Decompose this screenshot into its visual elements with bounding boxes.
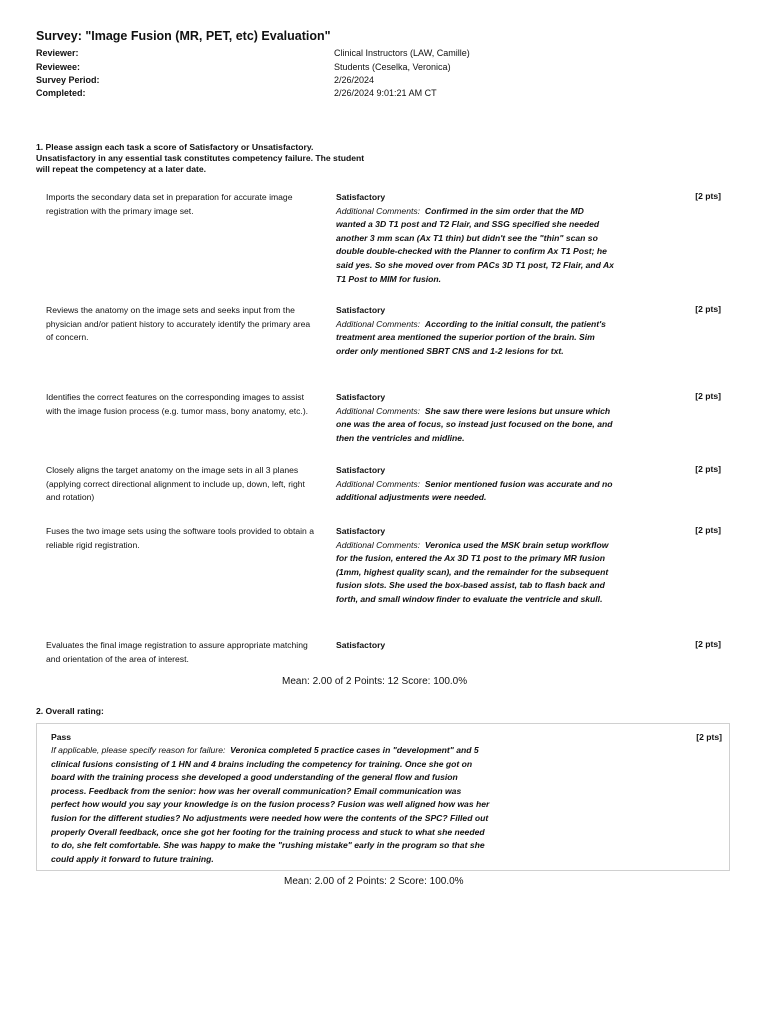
task-description: Reviews the anatomy on the image sets and seeks input from the physician and/or patient history to accurately identify the primary area of concern. [46, 305, 311, 343]
reviewee-label: Reviewee: [36, 62, 81, 72]
task-rating: Satisfactory [336, 192, 386, 202]
question2-label: 2. Overall rating: [36, 706, 104, 716]
task-points: [2 pts] [695, 464, 721, 474]
question1-summary: Mean: 2.00 of 2 Points: 12 Score: 100.0% [282, 676, 468, 687]
question2-summary: Mean: 2.00 of 2 Points: 2 Score: 100.0% [284, 876, 464, 887]
task-rating: Satisfactory [336, 640, 386, 650]
comment-text: Confirmed in the sim order that the MD wanted a 3D T1 post and T2 Flair, and SSG specified she needed another 3 mm scan (Ax T1 thin) but didn't see the "thin" scan so double double-checked with the Planner to confirm Ax T1 Post; he said yes. So she moved over from PACs 3D T1 post, T2 Flair, and Ax T1 Post to MIM for fusion. [336, 205, 614, 284]
task-rating: Satisfactory [336, 526, 386, 536]
comment-label: Additional Comments: [336, 539, 421, 550]
task-result [336, 191, 614, 286]
reviewee-value: Students (Ceselka, Veronica) [334, 62, 451, 72]
task-rating: Satisfactory [336, 392, 386, 402]
comment-label: Additional Comments: [336, 318, 421, 329]
completed-value: 2/26/2024 9:01:21 AM CT [334, 88, 437, 98]
task-points: [2 pts] [695, 639, 721, 649]
reviewer-label: Reviewer: [36, 48, 79, 58]
task-points: [2 pts] [695, 525, 721, 535]
comment-label: Additional Comments: [336, 205, 421, 216]
task-points: [2 pts] [695, 191, 721, 201]
task-result [336, 391, 614, 445]
task-points: [2 pts] [695, 391, 721, 401]
reason-label: If applicable, please specify reason for failure: [51, 745, 226, 755]
comment-text: According to the initial consult, the patient's treatment area mentioned the superior portion of the brain. Sim order only mentioned SBRT CNS and 1-2 lesions for txt. [336, 318, 606, 356]
task-points: [2 pts] [695, 304, 721, 314]
reviewer-value: Clinical Instructors (LAW, Camille) [334, 48, 470, 58]
task-description: Evaluates the final image registration to assure appropriate matching and orientation of the area of interest. [46, 640, 308, 664]
task-description: Fuses the two image sets using the software tools provided to obtain a reliable rigid registration. [46, 526, 314, 550]
task-description: Imports the secondary data set in preparation for accurate image registration with the primary image set. [46, 192, 293, 216]
comment-text: She saw there were lesions but unsure which one was the area of focus, so instead just focused on the bone, and then the ventricles and midline. [336, 405, 613, 443]
overall-reason [51, 744, 491, 866]
comment-text: Senior mentioned fusion was accurate and no additional adjustments were needed. [336, 478, 613, 503]
task-result [336, 639, 614, 653]
task-description: Closely aligns the target anatomy on the image sets in all 3 planes (applying correct directional alignment to include up, down, left, right and rotation) [46, 465, 305, 503]
task-result [336, 525, 614, 607]
task-result [336, 464, 614, 505]
comment-text: Veronica used the MSK brain setup workflow for the fusion, entered the Ax 3D T1 post to the primary MR fusion (1mm, highest quality scan), and the remainder for the subsequent fusion slots. She used the box-based assist, tab to flash back and forth, and small window finder to evaluate the ventricle and skull. [336, 539, 609, 604]
overall-rating-box [36, 723, 730, 871]
task-result [336, 304, 614, 358]
survey-period-value: 2/26/2024 [334, 75, 375, 85]
overall-rating: Pass [51, 732, 72, 742]
overall-points: [2 pts] [696, 732, 722, 742]
comment-label: Additional Comments: [336, 478, 421, 489]
survey-period-label: Survey Period: [36, 75, 100, 85]
comment-label: Additional Comments: [336, 405, 421, 416]
task-description: Identifies the correct features on the corresponding images to assist with the image fusion process (e.g. tumor mass, bony anatomy, etc.). [46, 392, 309, 416]
completed-label: Completed: [36, 88, 86, 98]
survey-title: Survey: "Image Fusion (MR, PET, etc) Evaluation" [36, 29, 331, 43]
question1-instructions: 1. Please assign each task a score of Satisfactory or Unsatisfactory. Unsatisfactory in any essential task constitutes competency failure. The student will repeat the competency at a later date. [36, 142, 365, 174]
reason-text: Veronica completed 5 practice cases in "development" and 5 clinical fusions consisting of 1 HN and 4 brains including the competency for training. Once she got on board with the training process she developed a good understanding of the general flow and fusion process. Feedback from the senior: how was her overall communication? Email communication was perfect how would you say your knowledge is on the fusion process? Fusion was well aligned how was her fusion for the different studies? No adjustments were needed how were the contents of the SPC? Filled out properly Overall feedback, once she got her footing for the training process and stuck to what she needed to do, she felt comfortable. She was happy to make the "rushing mistake" early in the program so that she could apply it forward to future training. [51, 745, 490, 864]
task-rating: Satisfactory [336, 305, 386, 315]
task-rating: Satisfactory [336, 465, 386, 475]
